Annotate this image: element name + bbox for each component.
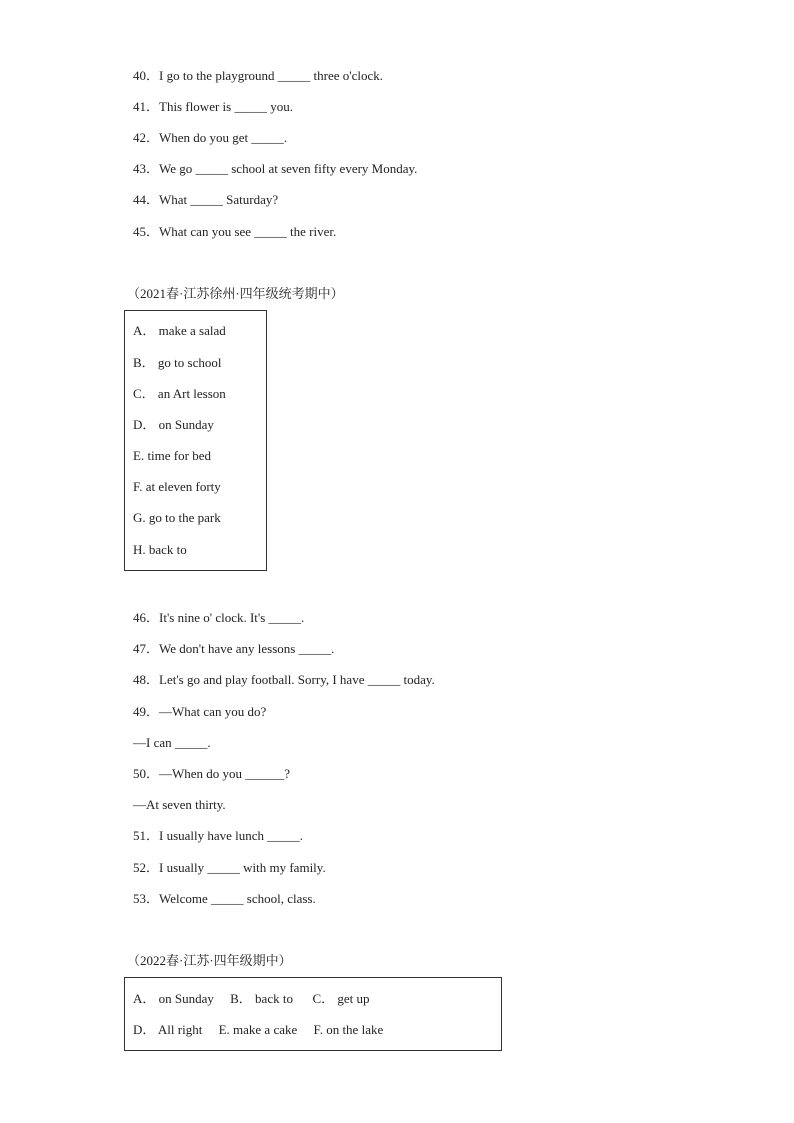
option-h: H. back to bbox=[133, 542, 187, 557]
option-a: A． make a salad bbox=[133, 323, 226, 338]
question-40: 40．I go to the playground _____ three o'clock. bbox=[133, 68, 384, 83]
question-53: 53．Welcome _____ school, class. bbox=[133, 891, 316, 906]
source-label: （2021春·江苏徐州·四年级统考期中） bbox=[127, 286, 344, 301]
option-f: F. at eleven forty bbox=[133, 479, 221, 494]
question-51: 51．I usually have lunch _____. bbox=[133, 828, 304, 843]
question-50: 50．—When do you ______? bbox=[133, 766, 291, 781]
answer-49: —I can _____. bbox=[133, 735, 211, 750]
options-row-2: D． All right E. make a cake F. on the lake bbox=[133, 1022, 384, 1037]
question-48: 48．Let's go and play football. Sorry, I have _____ today. bbox=[133, 672, 435, 687]
question-47: 47．We don't have any lessons _____. bbox=[133, 641, 335, 656]
question-42: 42．When do you get _____. bbox=[133, 130, 288, 145]
options-box bbox=[124, 310, 267, 571]
question-45: 45．What can you see _____ the river. bbox=[133, 224, 337, 239]
question-46: 46．It's nine o' clock. It's _____. bbox=[133, 610, 305, 625]
option-d: D． on Sunday bbox=[133, 417, 214, 432]
option-e: E. time for bed bbox=[133, 448, 211, 463]
option-g: G. go to the park bbox=[133, 510, 221, 525]
question-43: 43．We go _____ school at seven fifty every Monday. bbox=[133, 161, 418, 176]
option-c: C． an Art lesson bbox=[133, 386, 226, 401]
question-44: 44．What _____ Saturday? bbox=[133, 192, 279, 207]
question-49: 49．—What can you do? bbox=[133, 704, 267, 719]
answer-50: —At seven thirty. bbox=[133, 797, 226, 812]
question-41: 41．This flower is _____ you. bbox=[133, 99, 293, 114]
option-b: B． go to school bbox=[133, 355, 222, 370]
options-row-1: A． on Sunday B． back to C． get up bbox=[133, 991, 370, 1006]
source-label-2022: （2022春·江苏·四年级期中） bbox=[127, 953, 292, 968]
options-box-2022 bbox=[124, 977, 502, 1051]
question-52: 52．I usually _____ with my family. bbox=[133, 860, 326, 875]
